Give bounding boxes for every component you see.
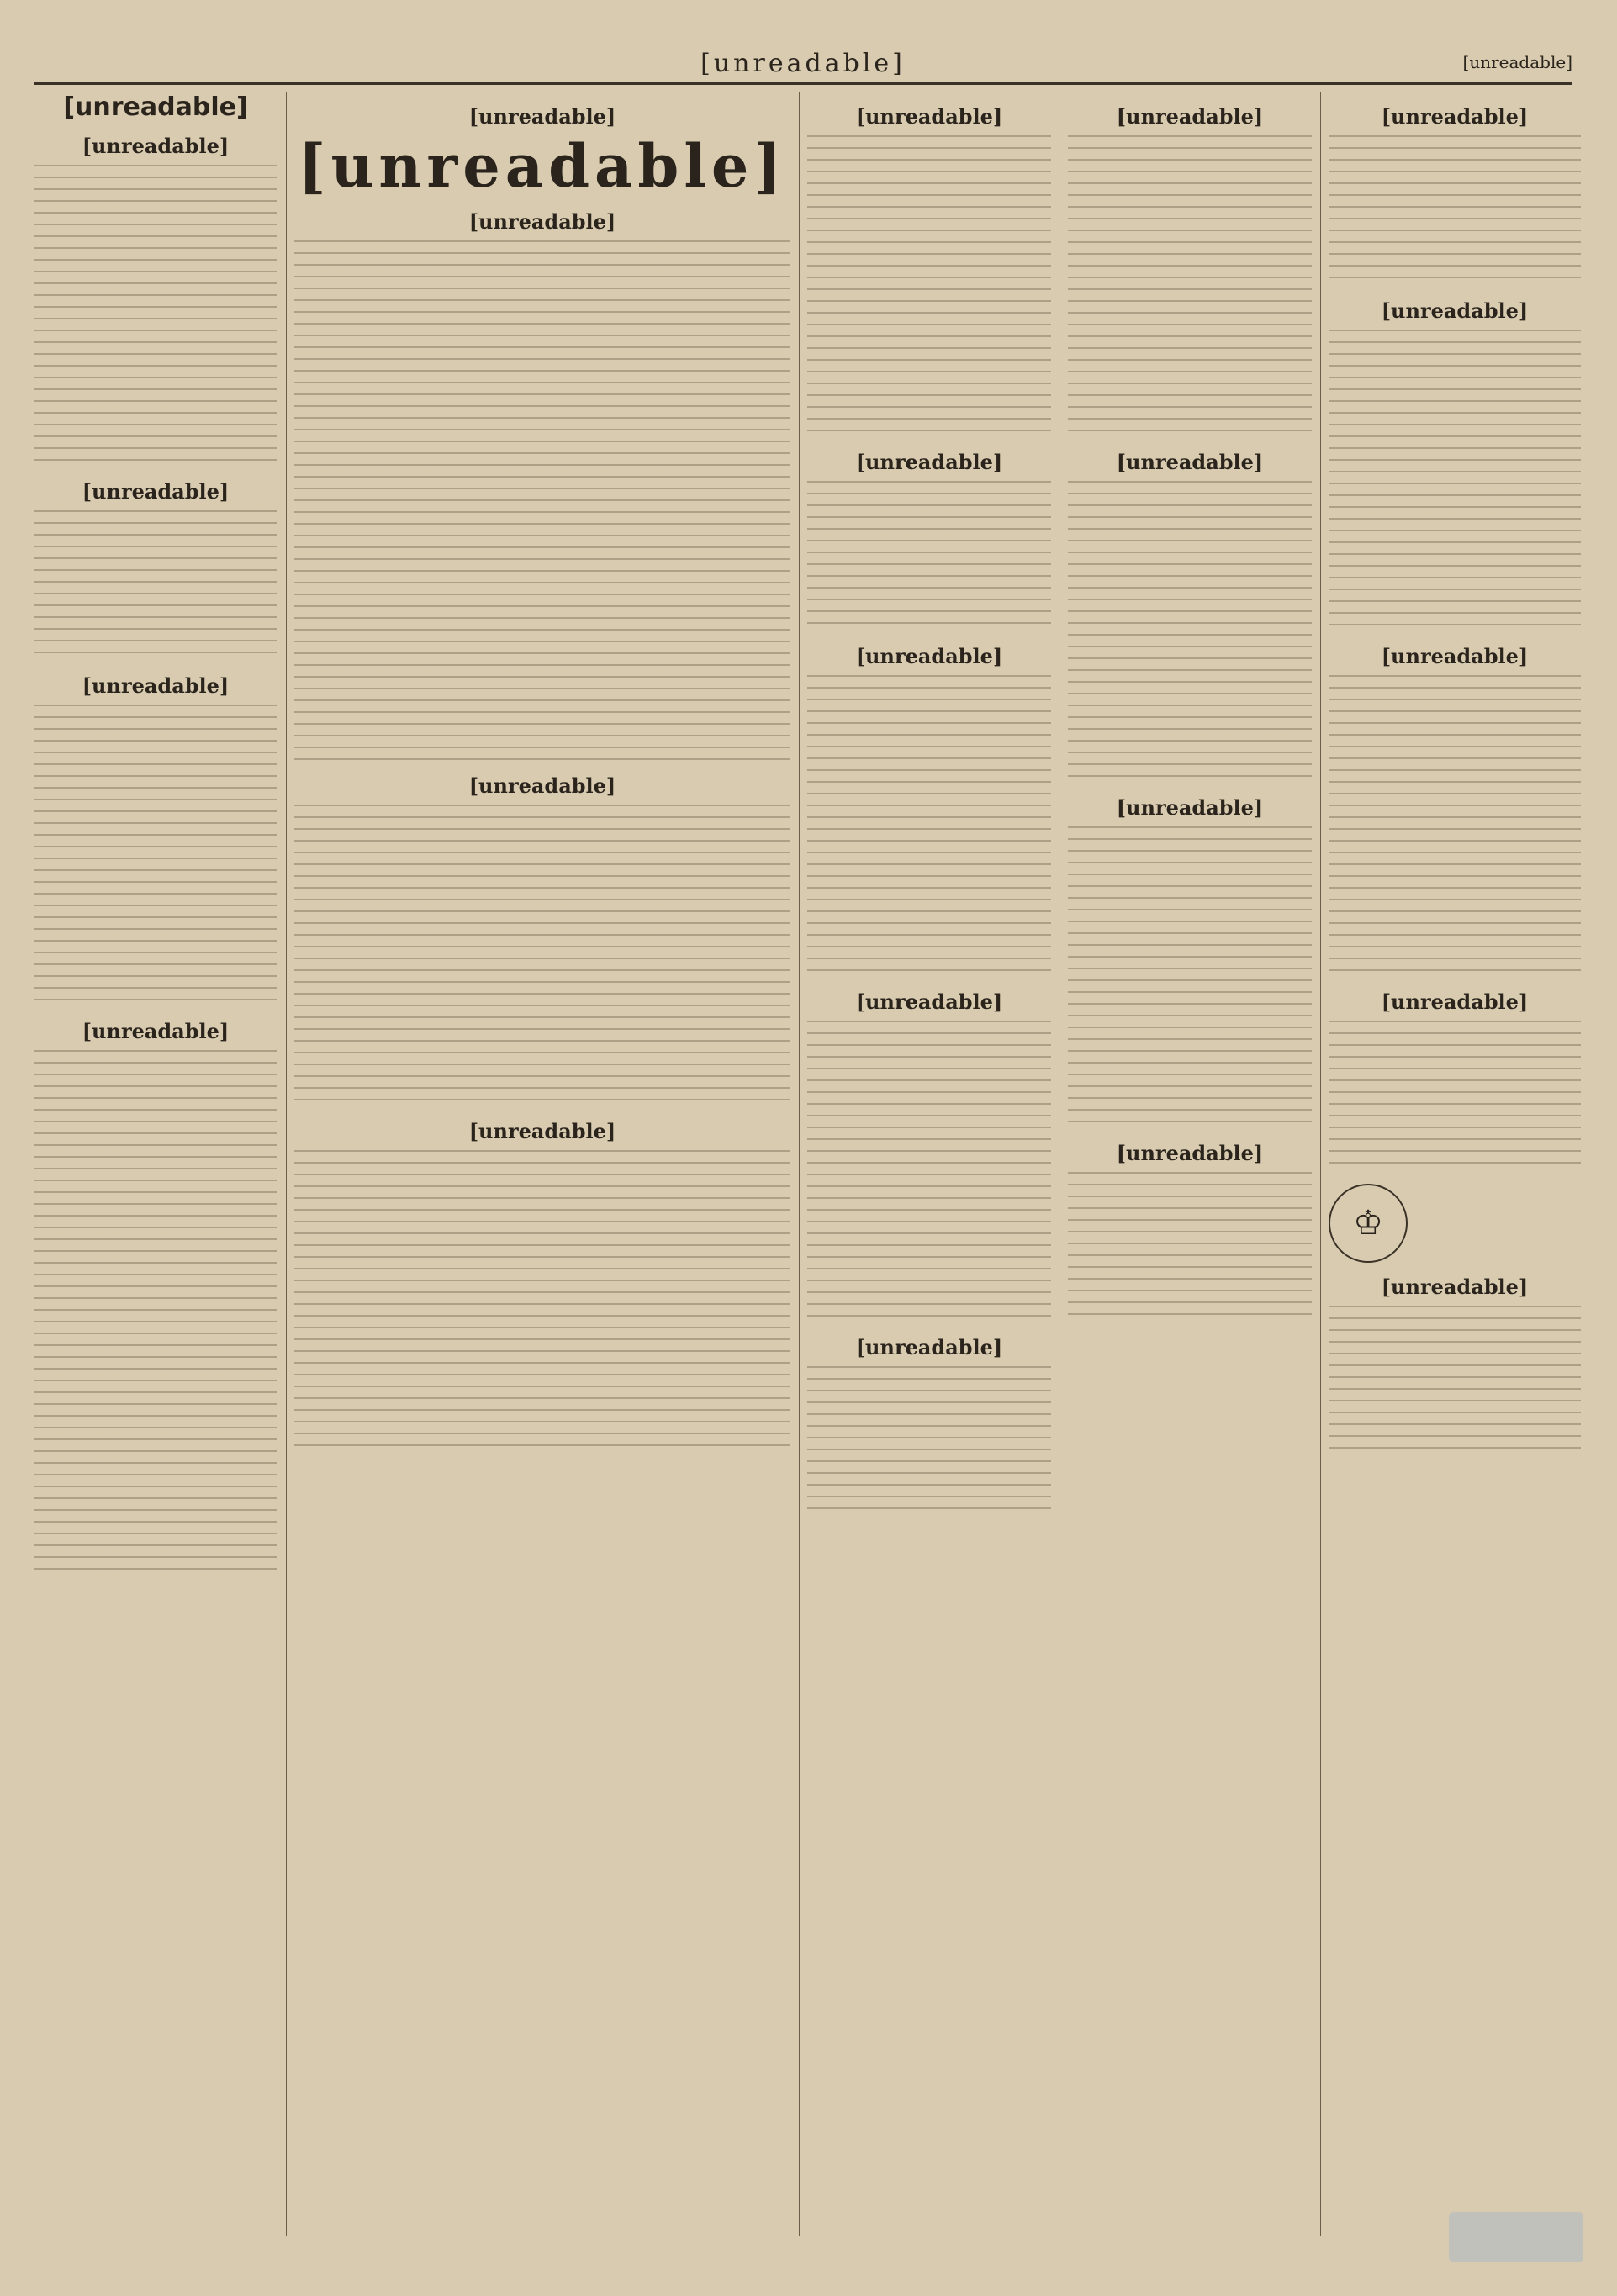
headline: [unreadable]: [1381, 990, 1529, 1014]
headline: [unreadable]: [855, 1335, 1003, 1359]
headline: [unreadable]: [82, 479, 230, 504]
text-block: [1068, 135, 1312, 438]
headline: [unreadable]: [1381, 644, 1529, 668]
text-block: [294, 1150, 790, 1453]
headline: [unreadable]: [855, 644, 1003, 668]
text-block: [1329, 675, 1581, 978]
column-rule: [286, 92, 287, 2236]
headline: [unreadable]: [1381, 104, 1529, 129]
text-block: [807, 135, 1051, 438]
headline: [unreadable]: [855, 104, 1003, 129]
headline: [unreadable]: [1381, 298, 1529, 323]
feature-headline: [unreadable]: [298, 131, 787, 201]
text-block: [1329, 1306, 1581, 1457]
text-block: [1068, 1172, 1312, 1323]
text-block: [34, 165, 277, 467]
text-block: [1329, 135, 1581, 287]
column-rule: [799, 92, 800, 2236]
column-5: [1068, 92, 1312, 2236]
text-block: [294, 805, 790, 1107]
text-block: [34, 510, 277, 662]
text-block: [807, 1021, 1051, 1323]
text-block: [807, 1366, 1051, 1517]
text-block: [1068, 481, 1312, 784]
headline: [unreadable]: [468, 208, 616, 234]
text-block: [1329, 330, 1581, 632]
column-1: [34, 92, 277, 2236]
headline: [unreadable]: [1116, 450, 1264, 474]
section-title: [unreadable]: [63, 92, 248, 122]
watermark: [1449, 2212, 1583, 2262]
ad-title: [unreadable]: [1381, 1275, 1529, 1299]
text-block: [807, 481, 1051, 632]
masthead: [34, 49, 1572, 85]
headline: [unreadable]: [1116, 795, 1264, 820]
text-block: [34, 705, 277, 1007]
column-6: [1329, 92, 1581, 2236]
text-block: [807, 675, 1051, 978]
headline: [unreadable]: [82, 673, 230, 698]
headline: [unreadable]: [855, 990, 1003, 1014]
headline: [unreadable]: [855, 450, 1003, 474]
text-block: [34, 1050, 277, 1571]
text-block: [1068, 826, 1312, 1129]
column-rule: [1320, 92, 1321, 2236]
headline: [unreadable]: [82, 134, 230, 158]
text-block: [1329, 1021, 1581, 1172]
headline: [unreadable]: [1116, 1141, 1264, 1165]
text-block: [294, 240, 790, 762]
headline: [unreadable]: [82, 1019, 230, 1043]
page-number: [unreadable]: [1462, 52, 1572, 72]
crest-icon: ♔: [1329, 1184, 1408, 1263]
feature-kicker: [unreadable]: [468, 104, 616, 129]
headline: [unreadable]: [1116, 104, 1264, 129]
paper-name: [unreadable]: [700, 49, 906, 78]
headline: [unreadable]: [468, 773, 616, 798]
column-4: [807, 92, 1051, 2236]
headline: [unreadable]: [468, 1118, 616, 1143]
column-2: [294, 92, 790, 2236]
